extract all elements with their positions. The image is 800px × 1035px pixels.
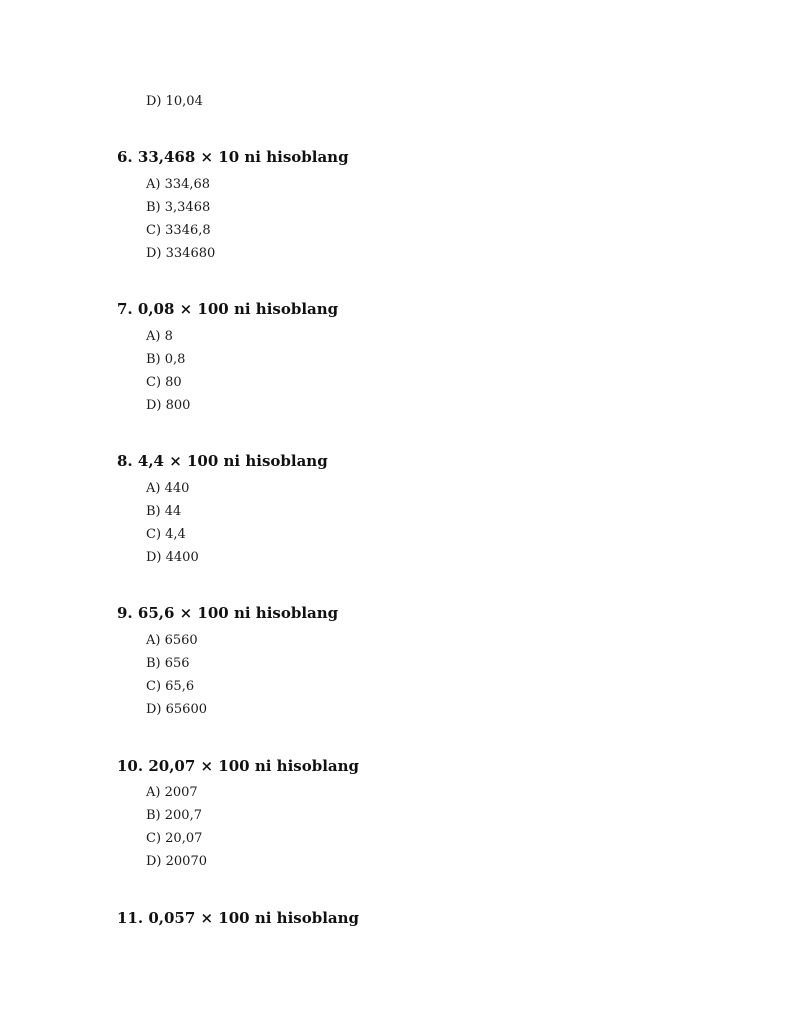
question-10-option-a: A) 2007 xyxy=(146,785,198,800)
question-7-option-c: C) 80 xyxy=(146,375,182,390)
question-6-option-d: D) 334680 xyxy=(146,246,216,261)
question-10-option-d: D) 20070 xyxy=(146,854,207,869)
question-11-title: 11. 0,057 × 100 ni hisoblang xyxy=(117,909,360,927)
question-9-option-d: D) 65600 xyxy=(146,702,207,717)
question-6-option-c: C) 3346,8 xyxy=(146,223,211,238)
question-9-title: 9. 65,6 × 100 ni hisoblang xyxy=(117,604,339,622)
question-9-option-c: C) 65,6 xyxy=(146,679,195,694)
question-7-option-d: D) 800 xyxy=(146,398,191,413)
leading-option: D) 10,04 xyxy=(146,94,203,109)
question-7-title: 7. 0,08 × 100 ni hisoblang xyxy=(117,300,339,318)
question-8-option-b: B) 44 xyxy=(146,504,182,519)
question-6-option-b: B) 3,3468 xyxy=(146,200,211,215)
question-9-option-a: A) 6560 xyxy=(146,633,198,648)
question-6-option-a: A) 334,68 xyxy=(146,177,211,192)
question-8-option-a: A) 440 xyxy=(146,481,190,496)
question-8-option-c: C) 4,4 xyxy=(146,527,186,542)
question-10-option-b: B) 200,7 xyxy=(146,808,202,823)
question-8-title: 8. 4,4 × 100 ni hisoblang xyxy=(117,452,328,470)
question-7-option-a: A) 8 xyxy=(146,329,173,344)
question-7-option-b: B) 0,8 xyxy=(146,352,186,367)
question-8-option-d: D) 4400 xyxy=(146,550,199,565)
question-10-option-c: C) 20,07 xyxy=(146,831,203,846)
question-6-title: 6. 33,468 × 10 ni hisoblang xyxy=(117,148,349,166)
question-10-title: 10. 20,07 × 100 ni hisoblang xyxy=(117,757,360,775)
question-9-option-b: B) 656 xyxy=(146,656,190,671)
